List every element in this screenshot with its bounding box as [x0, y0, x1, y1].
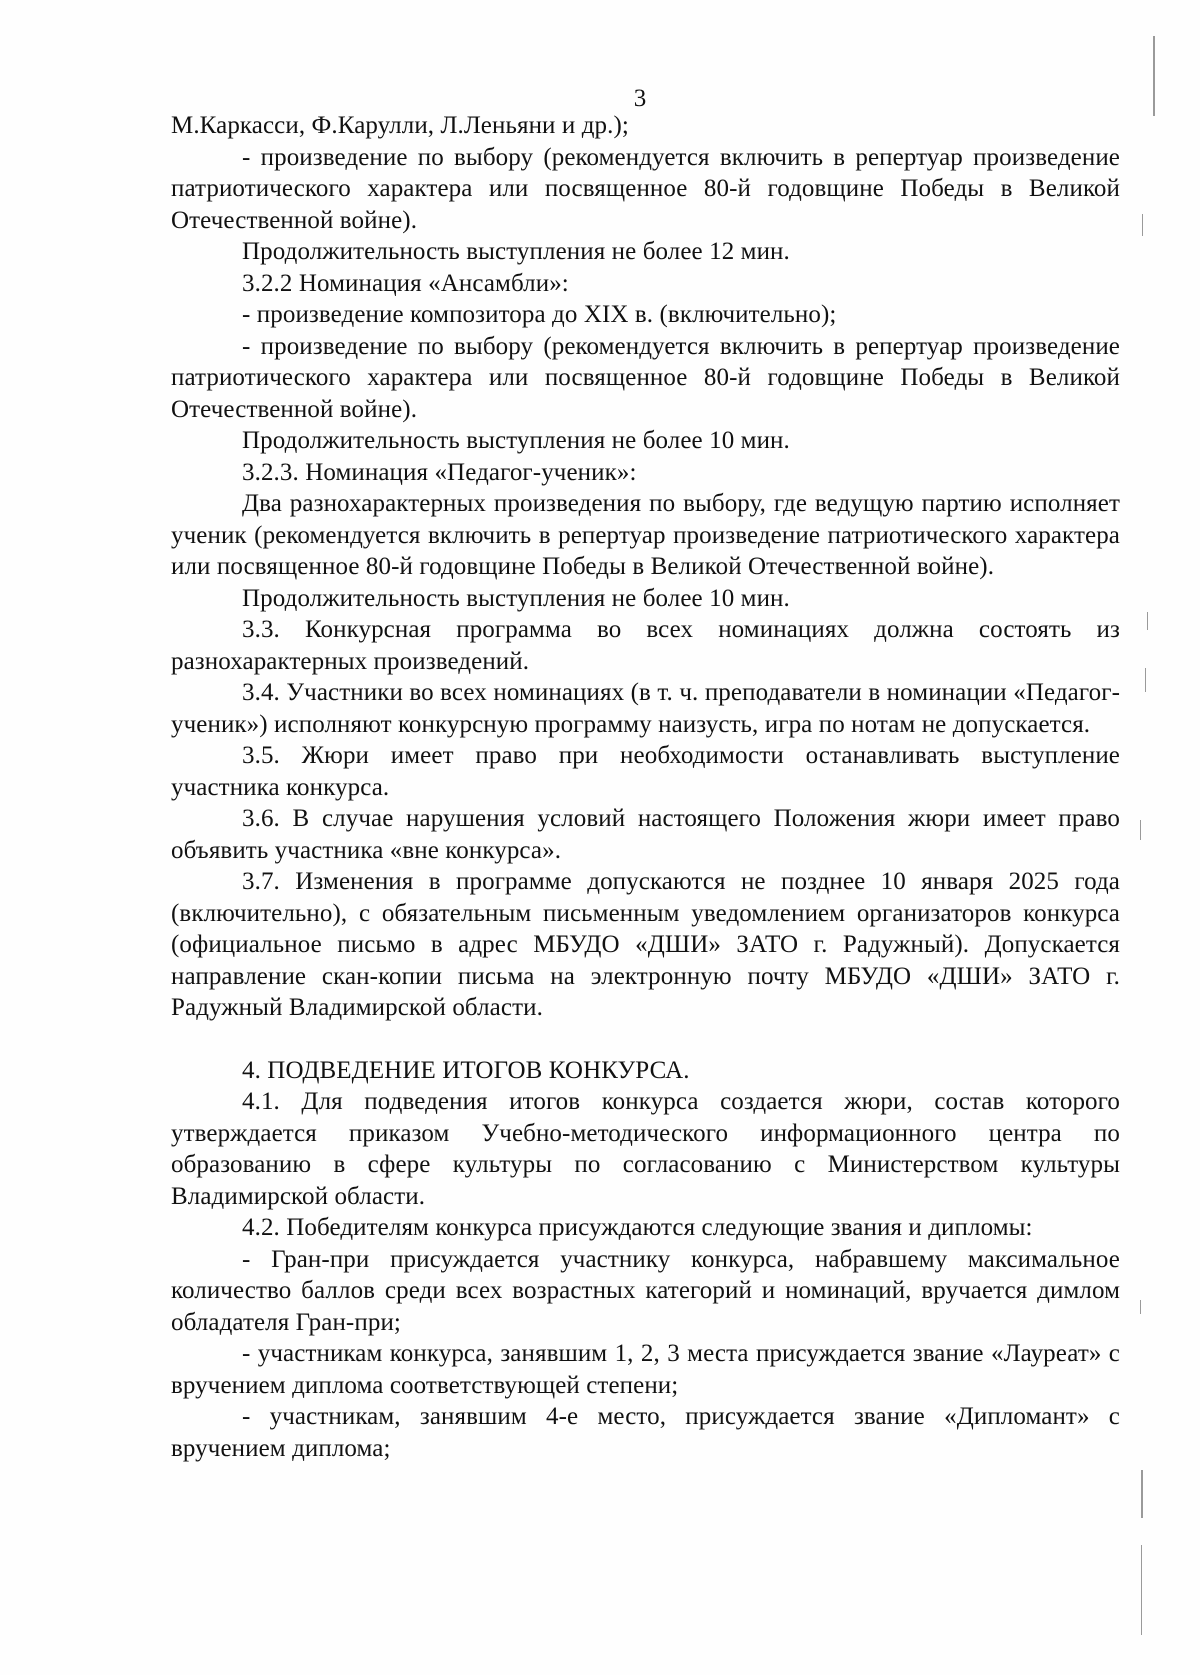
paragraph-3-5: 3.5. Жюри имеет право при необходимости останавливать выступление участника конкурса. [171, 742, 1120, 801]
paragraph-grand-prix: - Гран-при присуждается участнику конкурса, набравшему максимальное количество баллов среди всех возрастных категорий и номинаций, вручается димлом обладателя Гран-при; [171, 1245, 1120, 1336]
paragraph-3-4: 3.4. Участники во всех номинациях (в т. ч. преподаватели в номинации «Педагог-ученик») исполняют конкурсную программу наизусть, игра по нотам не допускается. [171, 679, 1120, 738]
paragraph-piece-choice-ensemble: - произведение по выбору (рекомендуется включить в репертуар произведение патриотического характера или посвященное 80-й годовщине Победы в Великой Отечественной войне). [171, 332, 1120, 423]
paragraph-diplomant: - участникам, занявшим 4-е место, присуждается звание «Дипломант» с вручением диплома; [171, 1403, 1120, 1462]
scan-edge-mark [1140, 1300, 1141, 1314]
page-number: 3 [633, 85, 647, 112]
scan-edge-mark [1140, 820, 1141, 840]
paragraph-4-1: 4.1. Для подведения итогов конкурса создается жюри, состав которого утверждается приказом Учебно-методического информационного центра по образованию в сфере культуры по согласованию с Министерством культуры Владимирской области. [171, 1088, 1120, 1210]
scan-edge-mark [1141, 1470, 1143, 1518]
paragraph-3-7: 3.7. Изменения в программе допускаются не позднее 10 января 2025 года (включительно), с обязательным письменным уведомлением организаторов конкурса (официальное письмо в адрес МБУДО «ДШИ» ЗАТО г. Радужный). Допускается направление скан-копии письма на электронную почту МБУДО «ДШИ» ЗАТО г. Радужный Владимирской области. [171, 868, 1120, 1021]
paragraph-3-6: 3.6. В случае нарушения условий настоящего Положения жюри имеет право объявить участника «вне конкурса». [171, 805, 1120, 864]
paragraph-composers-list: М.Каркасси, Ф.Карулли, Л.Леньяни и др.); [171, 112, 629, 139]
paragraph-3-3: 3.3. Конкурсная программа во всех номинациях должна состоять из разнохарактерных произведений. [171, 616, 1120, 675]
paragraph-duration-10-ensemble: Продолжительность выступления не более 10 мин. [242, 427, 790, 454]
paragraph-two-pieces: Два разнохарактерных произведения по выбору, где ведущую партию исполняет ученик (рекомендуется включить в репертуар произведение патриотического характера или посвященное 80-й годовщине Победы в Великой Отечественной войне). [171, 490, 1120, 580]
paragraph-laureate: - участникам конкурса, занявшим 1, 2, 3 места присуждается звание «Лауреат» с вручением диплома соответствующей степени; [171, 1340, 1120, 1399]
paragraph-4-2: 4.2. Победителям конкурса присуждаются следующие звания и дипломы: [242, 1214, 1033, 1241]
paragraph-nomination-teacher-student: 3.2.3. Номинация «Педагог-ученик»: [242, 458, 637, 486]
paragraph-piece-choice-solo: - произведение по выбору (рекомендуется включить в репертуар произведение патриотического характера или посвященное 80-й годовщине Победы в Великой Отечественной войне). [171, 143, 1120, 234]
scan-edge-mark [1153, 36, 1155, 116]
paragraph-duration-12: Продолжительность выступления не более 12 мин. [242, 238, 790, 265]
section-heading-4: 4. ПОДВЕДЕНИЕ ИТОГОВ КОНКУРСА. [242, 1056, 690, 1084]
paragraph-duration-10-teacher: Продолжительность выступления не более 10 мин. [242, 584, 790, 612]
scan-edge-mark [1141, 1545, 1142, 1635]
scan-edge-mark [1145, 668, 1146, 692]
paragraph-nomination-ensembles: 3.2.2 Номинация «Ансамбли»: [242, 269, 569, 297]
scan-edge-mark [1147, 612, 1148, 630]
scan-edge-mark [1142, 214, 1143, 236]
paragraph-composer-xix: - произведение композитора до XIX в. (включительно); [242, 301, 837, 328]
document-body [171, 110, 1120, 1464]
